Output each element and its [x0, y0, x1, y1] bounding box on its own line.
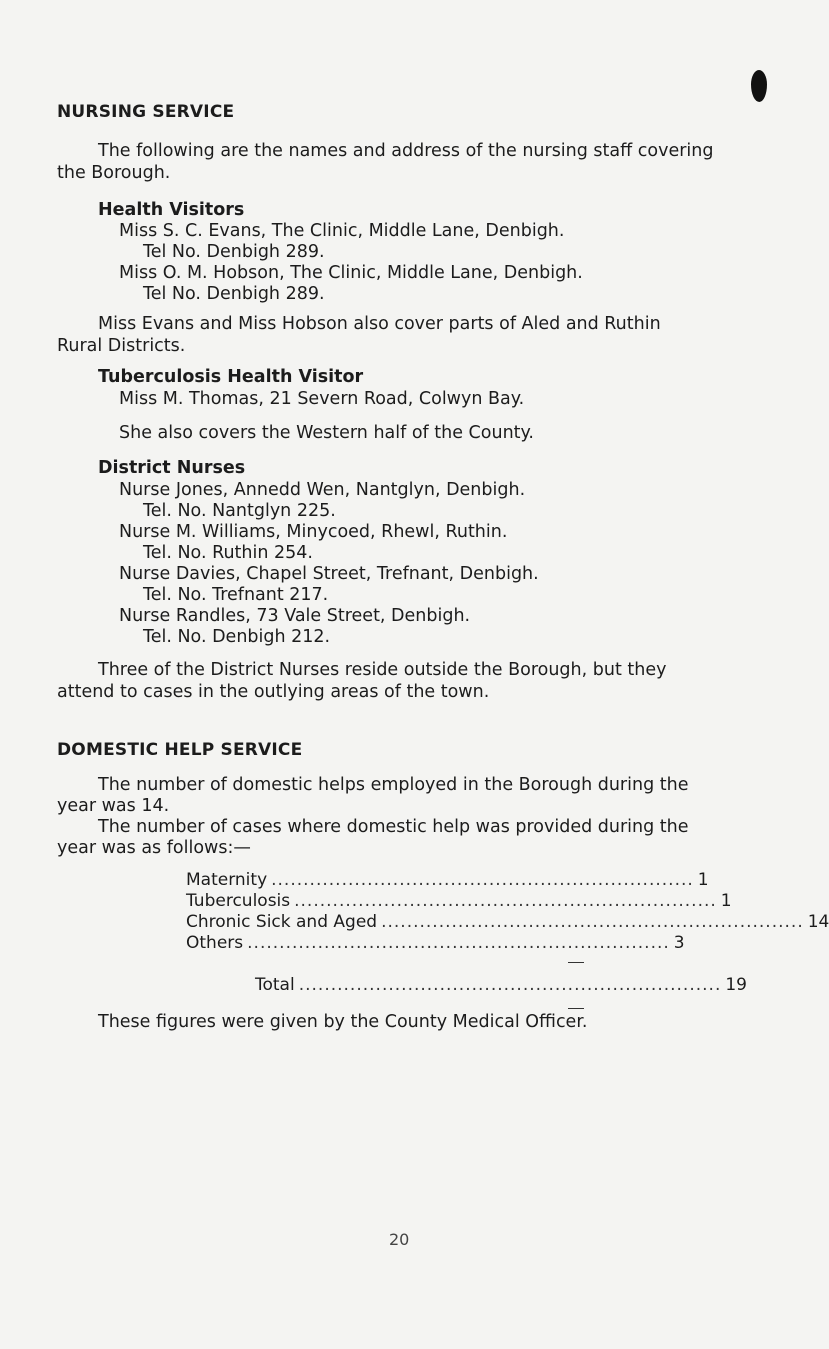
cases-row-value: 14 [807, 912, 829, 932]
dot-leader: .................................................................. [294, 891, 717, 911]
total-value: 19 [725, 975, 747, 995]
district-nurse-line: Tel. No. Nantglyn 225. [143, 501, 336, 521]
district-nurse-line: Tel. No. Trefnant 217. [143, 585, 329, 605]
district-nurse-line: Nurse Jones, Annedd Wen, Nantglyn, Denbigh. [119, 480, 526, 500]
sum-rule-bottom [568, 1008, 584, 1009]
cases-row-label: Maternity [186, 870, 268, 890]
domestic-para1-line2: year was 14. [57, 796, 170, 816]
outside-note-line2: attend to cases in the outlying areas of the town. [57, 682, 490, 702]
western-note: She also covers the Western half of the County. [119, 423, 534, 443]
dot-leader: .................................................................. [298, 975, 722, 995]
district-nurse-line: Tel. No. Denbigh 212. [143, 627, 331, 647]
dot-leader: .................................................................. [247, 933, 670, 953]
cases-row-label: Others [186, 933, 244, 953]
district-nurse-line: Nurse Randles, 73 Vale Street, Denbigh. [119, 606, 471, 626]
tb-visitor-heading: Tuberculosis Health Visitor [98, 367, 364, 387]
footnote: These figures were given by the County Medical Officer. [98, 1012, 588, 1032]
dot-leader: .................................................................. [381, 912, 804, 932]
domestic-heading: DOMESTIC HELP SERVICE [57, 740, 303, 760]
cover-note-line1: Miss Evans and Miss Hobson also cover parts of Aled and Ruthin [98, 314, 661, 334]
total-label: Total [255, 975, 295, 995]
nursing-intro-line2: the Borough. [57, 163, 171, 183]
cases-row-others [186, 933, 685, 954]
page-number: 20 [389, 1230, 410, 1249]
tb-visitor-line: Miss M. Thomas, 21 Severn Road, Colwyn Bay. [119, 389, 525, 409]
domestic-para2-line1: The number of cases where domestic help was provided during the [98, 817, 689, 837]
district-nurse-line: Tel. No. Ruthin 254. [143, 543, 313, 563]
ink-blot [751, 70, 767, 102]
cover-note-line2: Rural Districts. [57, 336, 186, 356]
district-nurses-heading: District Nurses [98, 458, 246, 478]
health-visitor-line: Tel No. Denbigh 289. [143, 284, 325, 304]
cases-total-row [255, 975, 747, 996]
nursing-intro-line1: The following are the names and address of the nursing staff covering [98, 141, 714, 161]
cases-row-chronic [186, 912, 829, 933]
outside-note-line1: Three of the District Nurses reside outside the Borough, but they [98, 660, 667, 680]
domestic-para1-line1: The number of domestic helps employed in the Borough during the [98, 775, 689, 795]
cases-row-value: 3 [673, 933, 685, 953]
cases-row-value: 1 [720, 891, 732, 911]
health-visitors-heading: Health Visitors [98, 200, 245, 220]
domestic-para2-line2: year was as follows:— [57, 838, 251, 858]
cases-row-maternity [186, 870, 709, 891]
district-nurse-line: Nurse Davies, Chapel Street, Trefnant, Denbigh. [119, 564, 539, 584]
district-nurse-line: Nurse M. Williams, Minycoed, Rhewl, Ruthin. [119, 522, 508, 542]
sum-rule-top [568, 962, 584, 963]
dot-leader: .................................................................. [271, 870, 694, 890]
cases-row-label: Tuberculosis [186, 891, 291, 911]
health-visitor-line: Miss S. C. Evans, The Clinic, Middle Lane, Denbigh. [119, 221, 565, 241]
nursing-heading: NURSING SERVICE [57, 102, 235, 122]
health-visitor-line: Tel No. Denbigh 289. [143, 242, 325, 262]
cases-row-value: 1 [697, 870, 709, 890]
cases-row-tuberculosis [186, 891, 732, 912]
cases-row-label: Chronic Sick and Aged [186, 912, 378, 932]
health-visitor-line: Miss O. M. Hobson, The Clinic, Middle Lane, Denbigh. [119, 263, 583, 283]
